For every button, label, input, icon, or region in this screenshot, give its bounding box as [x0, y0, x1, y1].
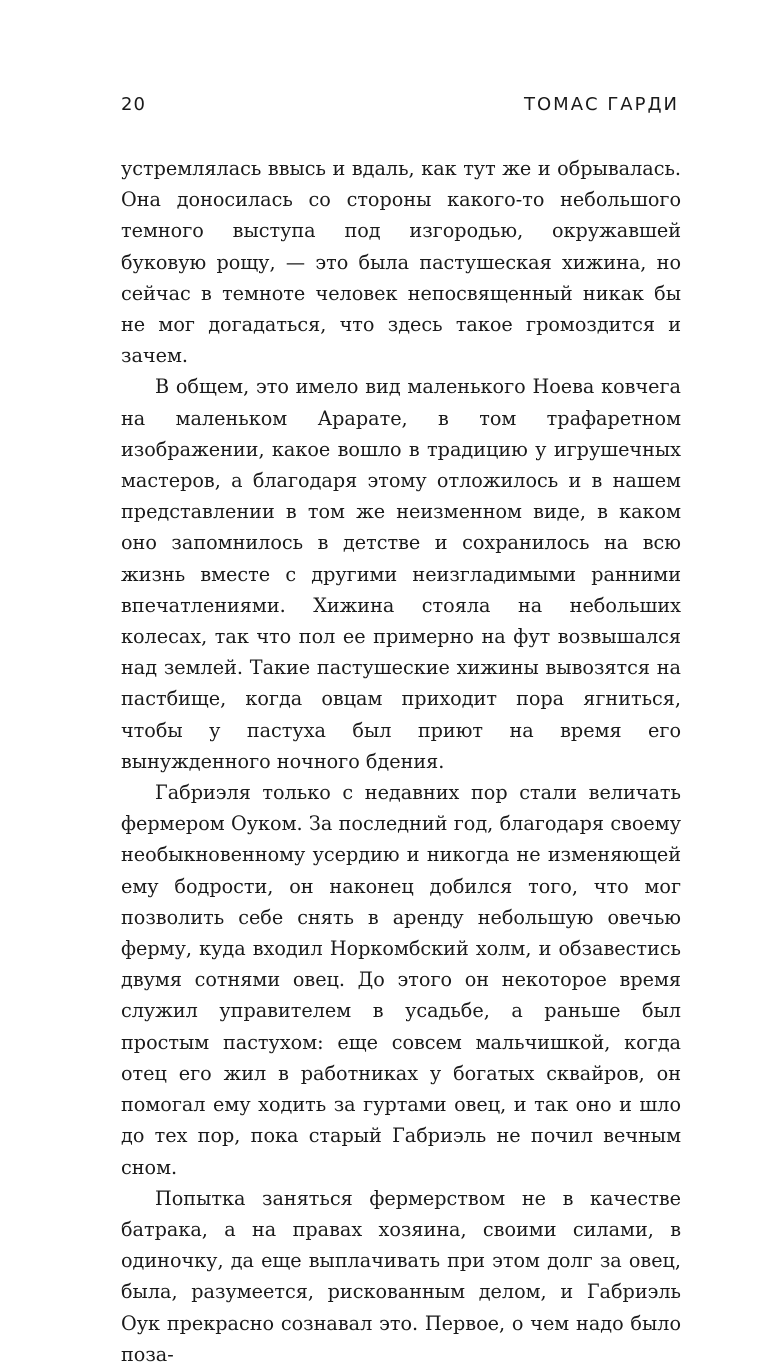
- running-header: [121, 94, 679, 124]
- paragraph: Габриэля только с недавних пор стали величать фермером Оуком. За последний год, благодаря своему необыкновенному усердию и никогда не изменяющей ему бодрости, он наконец добился того, что мог позволить себе снять в аренду небольшую овечью ферму, куда входил Норкомбский холм, и обзавестись двумя сотнями овец. До этого он некоторое время служил управителем в усадьбе, а раньше был простым пастухом: еще совсем мальчишкой, когда отец его жил в работниках у богатых сквайров, он помогал ему ходить за гуртами овец, и так оно и шло до тех пор, пока старый Габриэль не почил вечным сном.: [121, 781, 681, 1179]
- paragraph-continued: устремлялась ввысь и вдаль, как тут же и обрывалась. Она доносилась со стороны какого-то небольшого темного выступа под изгородью, окружавшей буковую рощу, — это была пастушеская хижина, но сейчас в темноте человек непосвященный никак бы не мог догадаться, что здесь такое громоздится и зачем.: [121, 157, 681, 368]
- page-number: 20: [121, 94, 146, 115]
- body-text: [121, 153, 681, 1370]
- paragraph: В общем, это имело вид маленького Ноева ковчега на маленьком Арарате, в том трафаретном изображении, какое вошло в традицию у игрушечных мастеров, а благодаря этому отложилось и в нашем представлении в том же неизменном виде, в каком оно запомнилось в детстве и сохранилось на всю жизнь вместе с другими неизгладимыми ранними впечатлениями. Хижина стояла на небольших колесах, так что пол ее примерно на фут возвышался над землей. Такие пастушеские хижины вывозятся на пастбище, когда овцам приходит пора ягниться, чтобы у пастуха был приют на время его вынужденного ночного бдения.: [121, 375, 681, 773]
- paragraph: Попытка заняться фермерством не в качестве батрака, а на правах хозяина, своими силами, в одиночку, да еще выплачивать при этом долг за овец, была, разумеется, рискованным делом, и Габриэль Оук прекрасно сознавал это. Первое, о чем надо было поза-: [121, 1186, 681, 1366]
- author-name: ТОМАС ГАРДИ: [524, 94, 679, 115]
